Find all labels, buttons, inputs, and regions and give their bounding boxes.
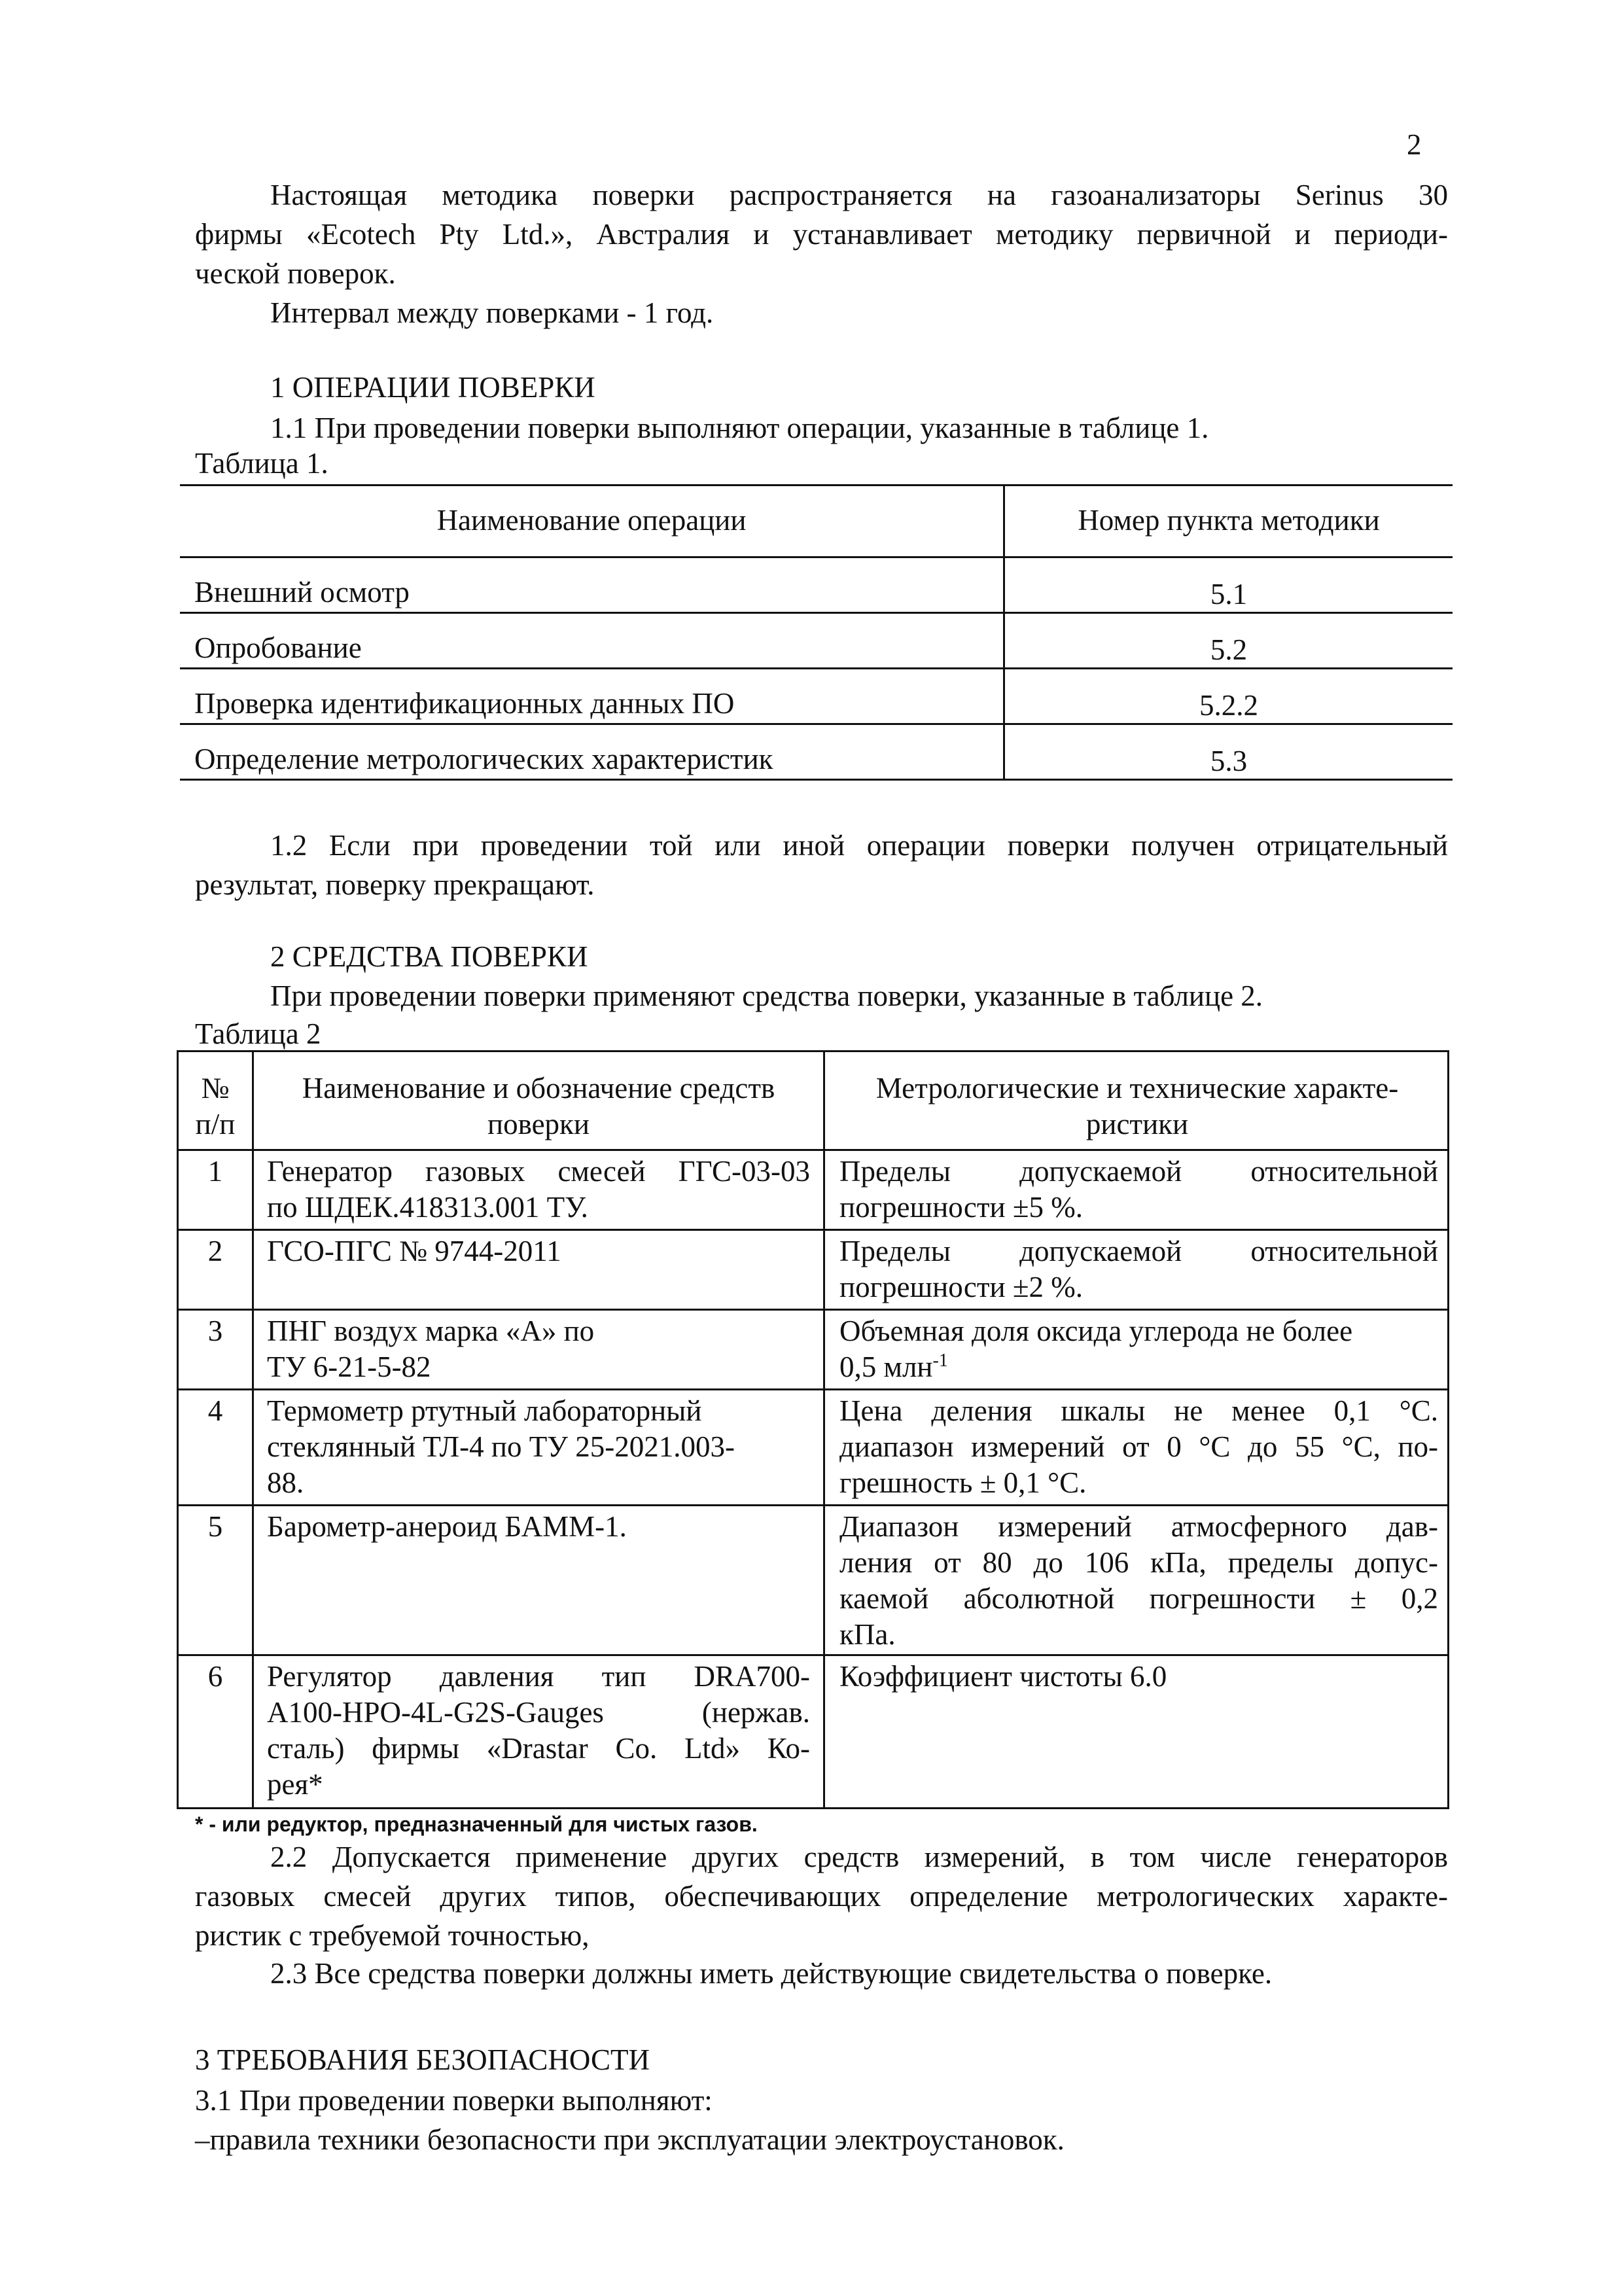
table2-row-rule bbox=[179, 1504, 1447, 1506]
header-name-line: Наименование и обозначение средств bbox=[302, 1072, 775, 1104]
row-num: 2 bbox=[207, 1235, 223, 1267]
table2-row-rule bbox=[179, 1654, 1447, 1656]
table2-row-spec bbox=[839, 1233, 1438, 1305]
table2-row-name bbox=[267, 1313, 810, 1385]
row-name-line: 88. bbox=[267, 1466, 304, 1499]
table1-row-name: Проверка идентификационных данных ПО bbox=[194, 687, 735, 720]
section3-heading: 3 ТРЕБОВАНИЯ БЕЗОПАСНОСТИ bbox=[195, 2043, 650, 2076]
p12-line-1: 1.2 Если при проведении той или иной операции поверки получен отрицательный bbox=[270, 829, 1448, 862]
table2-row-rule bbox=[179, 1309, 1447, 1311]
table1-row-num: 5.2.2 bbox=[1199, 689, 1258, 722]
table2-column-divider bbox=[823, 1052, 825, 1807]
unit-text: 0,5 млн bbox=[839, 1351, 933, 1383]
row-spec-line: Пределы допускаемой относительной bbox=[839, 1235, 1438, 1267]
table2-header-name bbox=[254, 1070, 823, 1142]
table2-column-divider bbox=[252, 1052, 254, 1807]
row-spec-line: кПа. bbox=[839, 1618, 896, 1651]
section2-heading: 2 СРЕДСТВА ПОВЕРКИ bbox=[270, 940, 588, 973]
table2-footnote: * - или редуктор, предназначенный для чистых газов. bbox=[195, 1812, 758, 1836]
table2-row-num bbox=[179, 1393, 252, 1429]
row-num: 4 bbox=[207, 1394, 223, 1427]
row-name-line: Регулятор давления тип DRA700- bbox=[267, 1660, 810, 1693]
table1-rule bbox=[180, 484, 1453, 486]
header-spec-line: ристики bbox=[1085, 1108, 1189, 1140]
intro-paragraph bbox=[195, 175, 1448, 293]
row-num: 3 bbox=[207, 1315, 223, 1347]
p22-line-1: 2.2 Допускается применение других средств измерений, в том числе генераторов bbox=[270, 1841, 1448, 1873]
row-name-line: Барометр-анероид БАММ-1. bbox=[267, 1510, 627, 1543]
table2-header-spec bbox=[825, 1070, 1449, 1142]
row-name-line: ПНГ воздух марка «А» по bbox=[267, 1315, 595, 1347]
p12-line-2: результат, поверку прекращают. bbox=[195, 868, 595, 901]
header-num-line: № bbox=[201, 1072, 230, 1104]
row-spec-line: Пределы допускаемой относительной bbox=[839, 1155, 1438, 1188]
table1-row-name: Внешний осмотр bbox=[194, 576, 410, 609]
intro-line-2: фирмы «Ecotech Pty Ltd.», Австралия и устанавливает методику первичной и периоди- bbox=[195, 218, 1448, 251]
row-spec-line: диапазон измерений от 0 °С до 55 °С, по- bbox=[839, 1430, 1438, 1463]
table1-rule bbox=[180, 556, 1453, 558]
row-num: 5 bbox=[207, 1510, 223, 1543]
row-name-line: Генератор газовых смесей ГГС-03-03 bbox=[267, 1155, 810, 1188]
row-name-line: сталь) фирмы «Drastar Co. Ltd» Ко- bbox=[267, 1732, 810, 1765]
table2-row-num bbox=[179, 1659, 252, 1695]
table2-row-num bbox=[179, 1233, 252, 1269]
table2-row-num bbox=[179, 1313, 252, 1349]
header-num-line: п/п bbox=[195, 1108, 236, 1140]
section3-paragraph-2: –правила техники безопасности при эксплуатации электроустановок. bbox=[195, 2123, 1065, 2156]
table2-row-name bbox=[267, 1233, 810, 1269]
table2 bbox=[177, 1050, 1449, 1809]
header-name-line: поверки bbox=[487, 1108, 590, 1140]
table1-header-operation: Наименование операции bbox=[436, 504, 747, 537]
table1-row-name: Определение метрологических характеристик bbox=[194, 743, 773, 775]
page-number: 2 bbox=[1407, 128, 1422, 161]
table2-row-spec bbox=[839, 1154, 1438, 1226]
table2-row-rule bbox=[179, 1388, 1447, 1390]
row-spec-line: погрешности ±2 %. bbox=[839, 1271, 1084, 1303]
row-spec-line: ления от 80 до 106 кПа, пределы допус- bbox=[839, 1546, 1438, 1579]
table2-row-name bbox=[267, 1393, 810, 1501]
table2-row-spec bbox=[839, 1659, 1438, 1695]
row-name-line: ГСО-ПГС № 9744-2011 bbox=[267, 1235, 561, 1267]
row-spec-line: Объемная доля оксида углерода не более bbox=[839, 1315, 1353, 1347]
row-num: 6 bbox=[207, 1660, 223, 1693]
row-spec-line: Диапазон измерений атмосферного дав- bbox=[839, 1510, 1438, 1543]
section2-paragraph: При проведении поверки применяют средства поверки, указанные в таблице 2. bbox=[270, 980, 1263, 1012]
table2-row-rule bbox=[179, 1149, 1447, 1151]
section2-paragraph-23: 2.3 Все средства поверки должны иметь действующие свидетельства о поверке. bbox=[270, 1957, 1273, 1990]
row-name-line: по ШДЕК.418313.001 ТУ. bbox=[267, 1191, 588, 1224]
table2-row-name bbox=[267, 1659, 810, 1803]
table2-row-name bbox=[267, 1154, 810, 1226]
table2-row-spec bbox=[839, 1313, 1438, 1385]
row-spec-line: каемой абсолютной погрешности ± 0,2 bbox=[839, 1582, 1438, 1615]
table2-row-rule bbox=[179, 1229, 1447, 1231]
row-spec-line: Коэффициент чистоты 6.0 bbox=[839, 1660, 1167, 1693]
row-name-line: Термометр ртутный лабораторный bbox=[267, 1394, 702, 1427]
row-name-line: ТУ 6-21-5-82 bbox=[267, 1351, 431, 1383]
table2-caption: Таблица 2 bbox=[195, 1017, 321, 1050]
row-spec-line: Цена деления шкалы не менее 0,1 °С. bbox=[839, 1394, 1438, 1427]
section1-paragraph: 1.1 При проведении поверки выполняют операции, указанные в таблице 1. bbox=[270, 412, 1209, 444]
table1-caption: Таблица 1. bbox=[195, 447, 328, 480]
p22-line-2: газовых смесей других типов, обеспечивающих определение метрологических характе- bbox=[195, 1880, 1448, 1913]
intro-line-3: ческой поверок. bbox=[195, 257, 396, 290]
row-num: 1 bbox=[207, 1155, 223, 1188]
row-spec-line: погрешности ±5 %. bbox=[839, 1191, 1084, 1224]
table1-row-num: 5.1 bbox=[1210, 578, 1248, 610]
section2-paragraph-22 bbox=[195, 1837, 1448, 1955]
table1-row-name: Опробование bbox=[194, 631, 362, 664]
interval-text: Интервал между поверками - 1 год. bbox=[270, 296, 714, 329]
row-spec-line bbox=[839, 1349, 1438, 1385]
row-spec-line: грешность ± 0,1 °С. bbox=[839, 1466, 1087, 1499]
table1-header-item: Номер пункта методики bbox=[1078, 504, 1380, 537]
table2-row-num bbox=[179, 1509, 252, 1545]
table2-row-spec bbox=[839, 1509, 1438, 1653]
intro-line-1: Настоящая методика поверки распространяется на газоанализаторы Serinus 30 bbox=[270, 179, 1448, 211]
table2-header-num bbox=[179, 1070, 252, 1142]
section1-paragraph-2 bbox=[195, 826, 1448, 904]
row-name-line: A100-HPO-4L-G2S-Gauges (нержав. bbox=[267, 1696, 810, 1729]
table1-row-num: 5.3 bbox=[1210, 745, 1248, 777]
table2-row-spec bbox=[839, 1393, 1438, 1501]
row-name-line: рея* bbox=[267, 1768, 323, 1801]
section3-paragraph-1: 3.1 При проведении поверки выполняют: bbox=[195, 2084, 713, 2117]
table2-row-name bbox=[267, 1509, 810, 1545]
table2-row-num bbox=[179, 1154, 252, 1190]
header-spec-line: Метрологические и технические характе- bbox=[875, 1072, 1399, 1104]
unit-exponent: -1 bbox=[932, 1351, 948, 1371]
p22-line-3: ристик с требуемой точностью, bbox=[195, 1919, 590, 1952]
table1-row-num: 5.2 bbox=[1210, 633, 1248, 666]
section1-heading: 1 ОПЕРАЦИИ ПОВЕРКИ bbox=[270, 371, 595, 404]
row-name-line: стеклянный ТЛ-4 по ТУ 25-2021.003- bbox=[267, 1430, 735, 1463]
